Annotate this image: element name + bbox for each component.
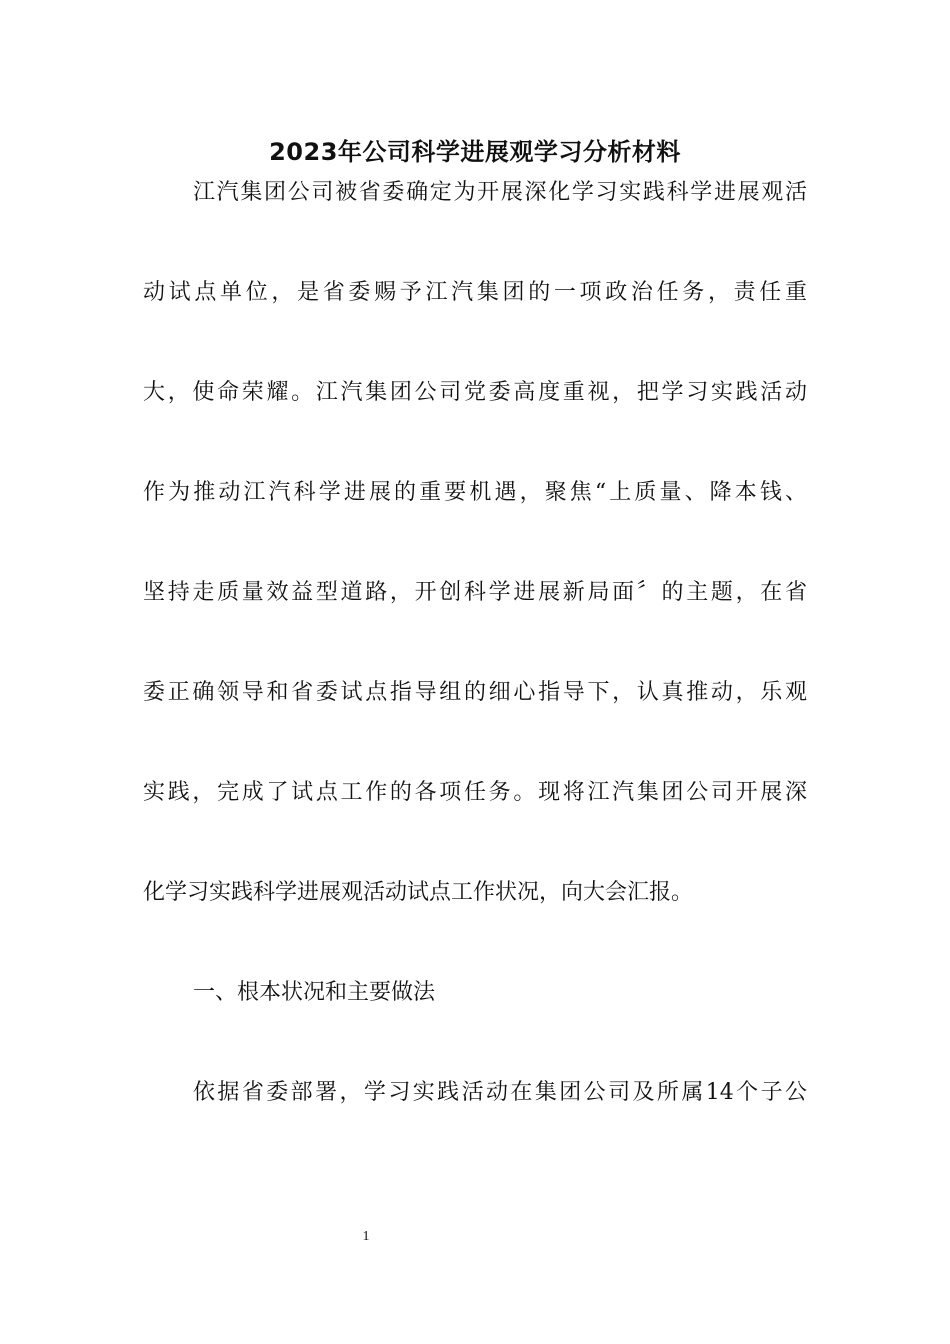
document-title: 2023年公司科学进展观学习分析材料 <box>269 138 681 166</box>
paragraph-line-7: 实践，完成了试点工作的各项任务。现将江汽集团公司开展深 <box>143 780 807 805</box>
section-heading: 一、根本状况和主要做法 <box>193 980 436 1005</box>
paragraph-line-3: 大，使命荣耀。江汽集团公司党委高度重视，把学习实践活动 <box>143 380 807 405</box>
paragraph-line-6: 委正确领导和省委试点指导组的细心指导下，认真推动，乐观 <box>143 680 807 705</box>
paragraph-line-8: 化学习实践科学进展观活动试点工作状况，向大会汇报。 <box>143 880 694 905</box>
paragraph-line-4: 作为推动江汽科学进展的重要机遇，聚焦“上质量、降本钱、 <box>143 480 807 505</box>
paragraph-line-5: 坚持走质量效益型道路，开创科学进展新局面〞的主题，在省 <box>143 580 807 605</box>
paragraph-line-2: 动试点单位，是省委赐予江汽集团的一项政治任务，责任重 <box>143 280 807 305</box>
paragraph-line-next: 依据省委部署，学习实践活动在集团公司及所属14个子公 <box>193 1080 807 1105</box>
paragraph-line-1: 江汽集团公司被省委确定为开展深化学习实践科学进展观活 <box>193 180 807 205</box>
page-number: 1 <box>362 1229 370 1244</box>
